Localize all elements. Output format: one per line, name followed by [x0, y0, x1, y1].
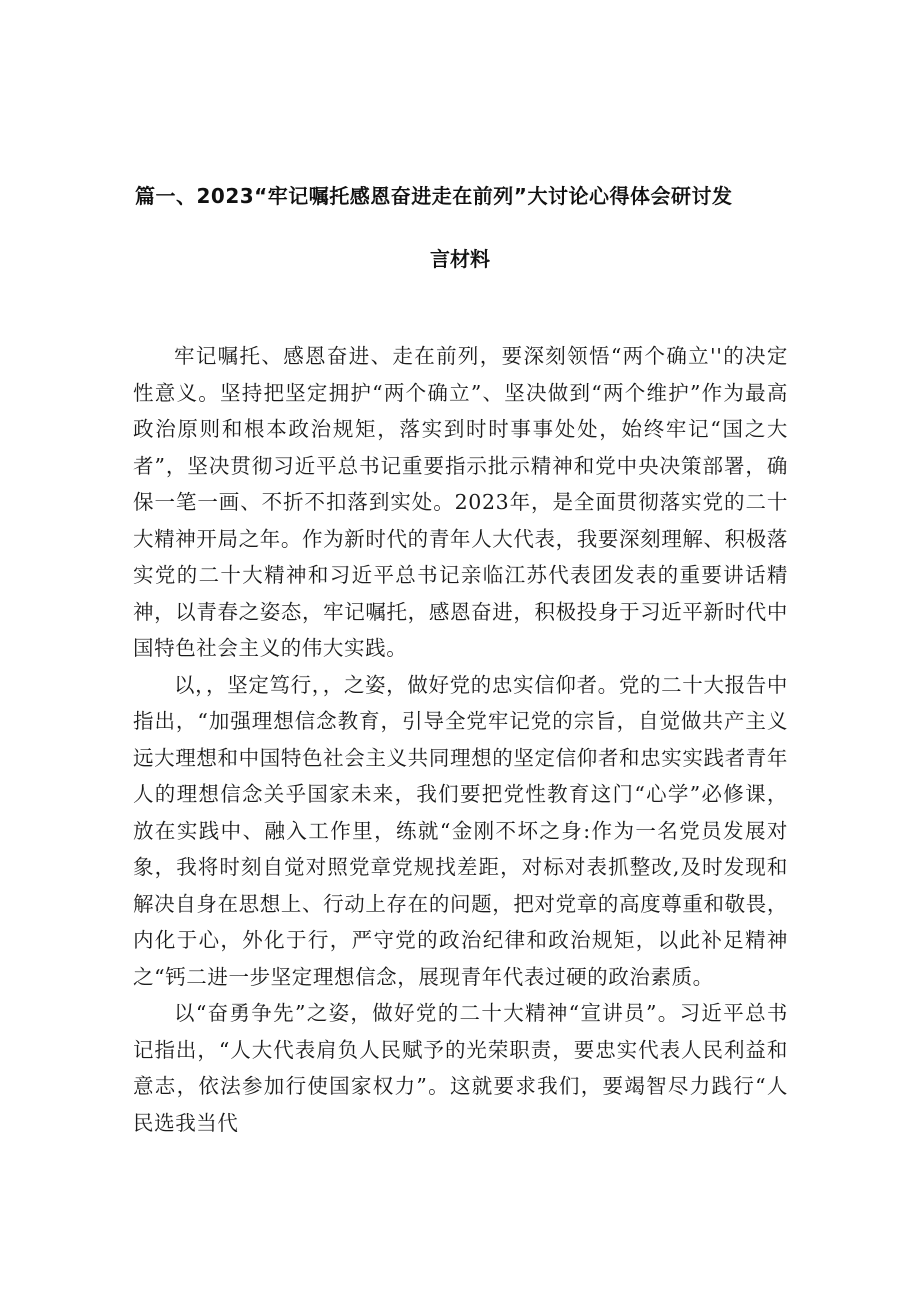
paragraph-1: 牢记嘱托、感恩奋进、走在前列，要深刻领悟“两个确立''的决定性意义。坚持把坚定拥护“两个确立”、坚决做到“两个维护”作为最高政治原则和根本政治规矩，落实到时时事事处处，始终牢记“国之大者”，坚决贯彻习近平总书记重要指示批示精神和党中央决策部署，确保一笔一画、不折不扣落到实处。2023年，是全面贯彻落实党的二十大精神开局之年。作为新时代的青年人大代表，我要深刻理解、积极落实党的二十大精神和习近平总书记亲临江苏代表团发表的重要讲话精神，以青春之姿态，牢记嘱托，感恩奋进，积极投身于习近平新时代中国特色社会主义的伟大实践。 [133, 344, 788, 660]
document-title-line-2: 言材料 [430, 247, 490, 271]
paragraph-3: 以“奋勇争先”之姿，做好党的二十大精神“宣讲员”。习近平总书记指出，“人大代表肩负人民赋予的光荣职责，要忠实代表人民利益和意志，依法参加行使国家权力”。这就要求我们，要竭智尽力践行“人民选我当代 [133, 1001, 788, 1135]
paragraph-2: 以，，坚定笃行，，之姿，做好党的忠实信仰者。党的二十大报告中指出，“加强理想信念教育，引导全党牢记党的宗旨，自觉做共产主义远大理想和中国特色社会主义共同理想的坚定信仰者和忠实实践者青年人的理想信念关乎国家未来，我们要把党性教育这门“心学”必修课，放在实践中、融入工作里，练就“金刚不坏之身:作为一名党员发展对象，我将时刻自觉对照党章党规找差距，对标对表抓整改,及时发现和解决自身在思想上、行动上存在的问题，把对党章的高度尊重和敬畏，内化于心，外化于行，严守党的政治纪律和政治规矩，以此补足精神之“钙二进一步坚定理想信念，展现青年代表过硬的政治素质。 [133, 672, 788, 989]
document-body [133, 338, 788, 1141]
document-title-line-1: 篇一、2023“牢记嘱托感恩奋进走在前列”大讨论心得体会研讨发 [135, 184, 733, 208]
